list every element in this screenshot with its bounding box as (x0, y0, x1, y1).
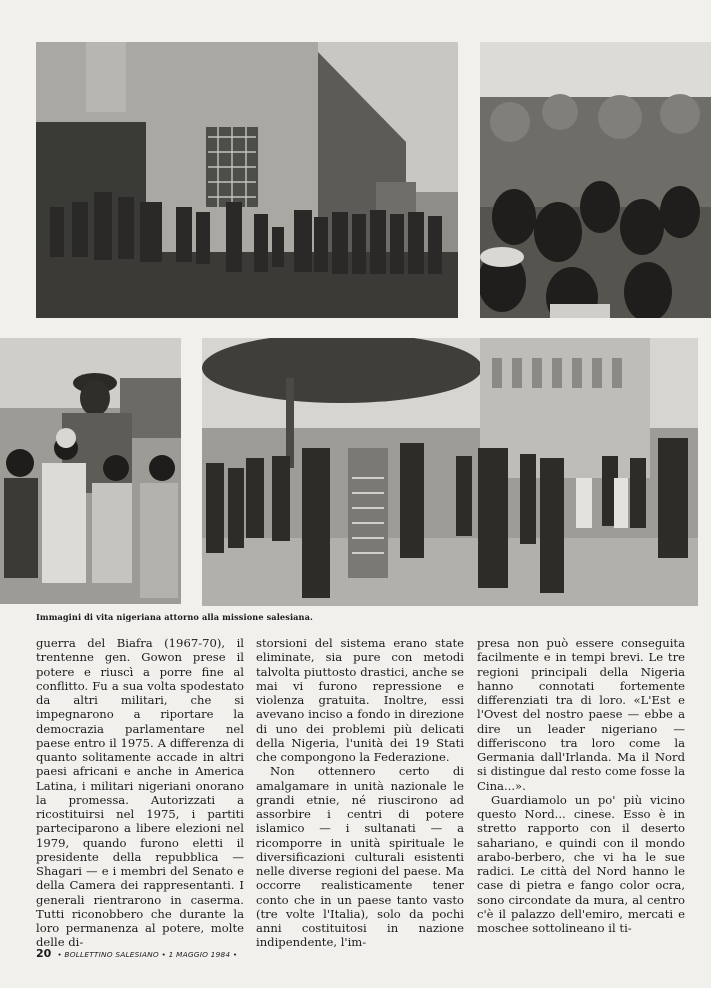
paragraph: storsioni del sistema erano state eliminate, sia pure con metodi talvolta piuttosto drastici, anche se mai vi furono repressione e violenza gratuita. Inoltre, essi avevano inciso a fondo in direzione di uno dei problemi più delicati della Nigeria, l'unità dei 19 Stati che compongono la Federazione. (256, 636, 464, 764)
page-footer (36, 942, 237, 961)
children-group-photo (480, 42, 711, 318)
paragraph: guerra del Biafra (1967-70), il trentenne gen. Gowon prese il potere e riuscì a porre fine al conflitto. Fu a sua volta spodestato da altri militari, che si impegnarono a riportare la democrazia parlamentare nel paese entro il 1975. A differenza di quanto solitamente accade in altri paesi africani e anche in America Latina, i militari nigeriani onorano la promessa. Autorizzati a ricostituirsi nel 1975, i partiti parteciparono a libere elezioni nel 1979, quando furono eletti il presidente della repubblica — Shagari — e i membri del Senato e della Camera dei rappresentanti. I generali rientrarono in caserma. Tutti riconobbero che durante la loro permanenza al potere, molte delle di- (36, 636, 244, 950)
church-crowd-image (36, 42, 458, 318)
children-group-image (480, 42, 711, 318)
paragraph: Non ottennero certo di amalgamare in unità nazionale le grandi etnie, né riuscirono ad assorbire i centri di potere islamico — i sultanati — a ricomporre in unità spirituale le diversificazioni culturali esistenti nelle diverse regioni del paese. Ma occorre realisticamente tener conto che in un paese tanto vasto (tre volte l'Italia), solo da pochi anni costituitosi in nazione indipendente, l'im- (256, 764, 464, 950)
paragraph: Guardiamolo un po' più vicino questo Nord... cinese. Esso è in stretto rapporto con il deserto sahariano, e quindi con il mondo arabo-berbero, che vi ha le sue radici. Le città del Nord hanno le case di pietra e fango color ocra, sono circondate da mura, al centro c'è il palazzo dell'emiro, mercati e moschee sottolineano il ti- (477, 792, 685, 935)
priest-children-image (0, 338, 181, 604)
priest-children-photo (0, 338, 181, 604)
photo-caption: Immagini di vita nigeriana attorno alla missione salesiana. (36, 612, 313, 622)
church-crowd-photo (36, 42, 458, 318)
text-column-3 (477, 636, 685, 935)
text-column-2 (256, 636, 464, 950)
publication-line: • BOLLETTINO SALESIANO • 1 MAGGIO 1984 • (57, 950, 238, 959)
page-number: 20 (36, 947, 52, 960)
text-column-1 (36, 636, 244, 950)
dancers-photo (202, 338, 698, 606)
paragraph: presa non può essere conseguita facilmente e in tempi brevi. Le tre regioni principali della Nigeria hanno connotati fortemente differenziati tra di loro. «L'Est e l'Ovest del nostro paese — ebbe a dire un leader nigeriano — differiscono tra loro come la Germania dall'Irlanda. Ma il Nord si distingue dal resto come fosse la Cina...». (477, 636, 685, 793)
dancers-image (202, 338, 698, 606)
